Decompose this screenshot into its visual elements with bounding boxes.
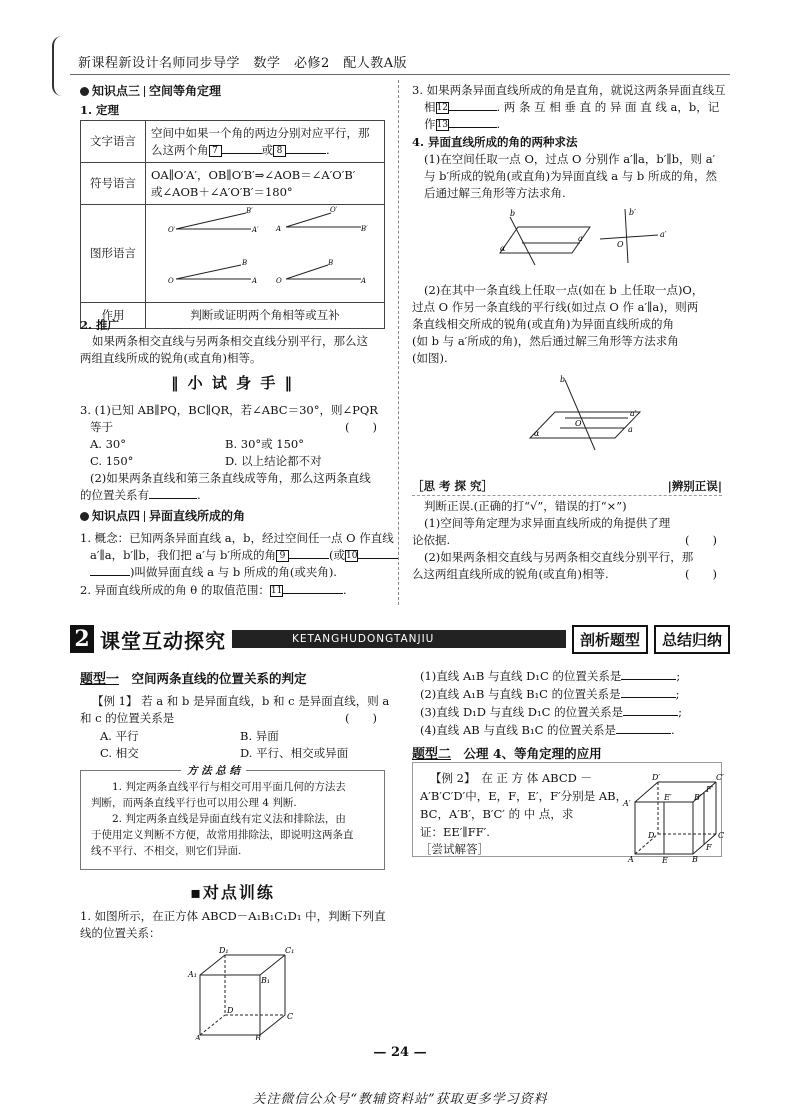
row-key: 文字语言 (81, 121, 146, 163)
generalization-label: 2. 推广 (80, 318, 120, 332)
cube-figure-2 (620, 770, 725, 865)
footer-note: 关注微信公众号“教辅资料站”获取更多学习资料 (252, 1092, 548, 1107)
trial-heading: ‖ 小 试 身 手 ‖ (170, 374, 295, 392)
svg-text:C₁: C₁ (285, 946, 295, 955)
svg-text:a′: a′ (660, 230, 667, 239)
question-type-2: 题型二 公理 4、等角定理的应用 (412, 746, 602, 762)
svg-text:B: B (692, 855, 698, 864)
try-answer-label: ［尝试解答］ (420, 842, 489, 856)
svg-text:B₁: B₁ (261, 976, 271, 985)
svg-text:B′: B′ (246, 207, 253, 215)
drill-heading: ▪对点训练 (190, 883, 275, 902)
svg-text:E: E (662, 856, 668, 865)
svg-text:D′: D′ (652, 773, 661, 782)
svg-text:A: A (361, 277, 367, 285)
section-title: 课堂互动探究 (100, 628, 226, 653)
svg-text:B′: B′ (361, 225, 368, 233)
svg-text:F: F (706, 843, 712, 852)
knowledge-point-4-heading: 知识点四 异面直线所成的角 (80, 507, 245, 524)
svg-text:D: D (648, 831, 655, 840)
tag-analysis: 剖析题型 (572, 625, 648, 654)
svg-text:B: B (242, 259, 248, 267)
svg-text:F′: F′ (706, 785, 714, 794)
angle-figures (146, 205, 384, 297)
svg-text:A: A (252, 277, 258, 285)
knowledge-point-3-heading: 知识点三 空间等角定理 (80, 82, 221, 99)
svg-text:D₁: D₁ (219, 946, 229, 955)
svg-text:B′: B′ (694, 793, 702, 802)
theorem-label: 1. 定理 (80, 103, 120, 117)
theorem-table: 文字语言 空间中如果一个角的两边分别对应平行，那 么这两个角 7 或 8 . 符号语言 OA∥O′A′，OB∥O′B′⇒∠AOB＝∠A′O′B′ 或∠AOB＋∠A′O′B′＝180° 图形语言 O′ B′ A′ A O′ B′ O B A O B A 作用 判断或证明两个角相等或互补 (80, 120, 385, 329)
svg-text:E′: E′ (664, 793, 672, 802)
page-number: — 24 — (373, 1045, 427, 1060)
section-banner (70, 624, 730, 656)
tag-summary: 总结归纳 (654, 625, 730, 654)
method-summary-box: 方 法 总 结 1. 判定两条直线平行与相交可用平面几何的方法去 判断，而两条直线平行也可以用公理 4 判断. 2. 判定两条直线是异面直线有定义法和排除法，由 于使用定义判断不方便，故常用排除法，即说明这两条直 线不平行、不相交，则它们异面. (80, 770, 385, 870)
svg-text:B: B (328, 259, 334, 267)
bullet-icon (80, 87, 89, 96)
svg-text:α: α (534, 429, 540, 438)
svg-text:C′: C′ (716, 773, 724, 782)
svg-text:B: B (255, 1034, 261, 1040)
column-divider (398, 80, 399, 605)
svg-text:A: A (628, 855, 634, 864)
header-divider (70, 74, 730, 75)
svg-text:C: C (718, 831, 725, 840)
question-type-1: 题型一 空间两条直线的位置关系的判定 (80, 671, 307, 687)
page-header-title: 新课程新设计名师同步导学 数学 必修2 配人教A版 (78, 56, 408, 71)
svg-text:a: a (578, 234, 583, 243)
svg-text:b: b (510, 209, 516, 218)
svg-text:A: A (276, 225, 282, 233)
bullet-icon (80, 512, 89, 521)
svg-text:A′: A′ (252, 226, 259, 234)
svg-text:C: C (287, 1012, 294, 1021)
svg-text:O′: O′ (330, 206, 338, 214)
svg-text:D: D (227, 1006, 234, 1015)
svg-text:α: α (500, 244, 506, 253)
svg-text:A′: A′ (623, 799, 631, 808)
svg-text:O: O (575, 419, 582, 428)
svg-text:a′: a′ (630, 409, 637, 418)
svg-text:a: a (628, 425, 633, 434)
svg-text:b: b (560, 375, 566, 384)
svg-text:A: A (195, 1034, 201, 1040)
section-pinyin: KETANGHUDONGTANJIU (232, 630, 566, 648)
svg-text:O: O (276, 277, 282, 285)
section-number: 2 (70, 625, 94, 653)
cube-figure-1 (185, 945, 295, 1040)
svg-text:A₁: A₁ (188, 970, 197, 979)
svg-text:O′: O′ (168, 226, 176, 234)
skew-lines-figure-1 (480, 205, 700, 273)
think-heading: ［思 考 探 究］ |辨别正误| (412, 478, 722, 496)
svg-text:O: O (617, 240, 624, 249)
svg-text:O: O (168, 277, 174, 285)
header-bracket (52, 36, 64, 96)
skew-lines-figure-2 (520, 372, 660, 452)
svg-text:b′: b′ (629, 208, 636, 217)
